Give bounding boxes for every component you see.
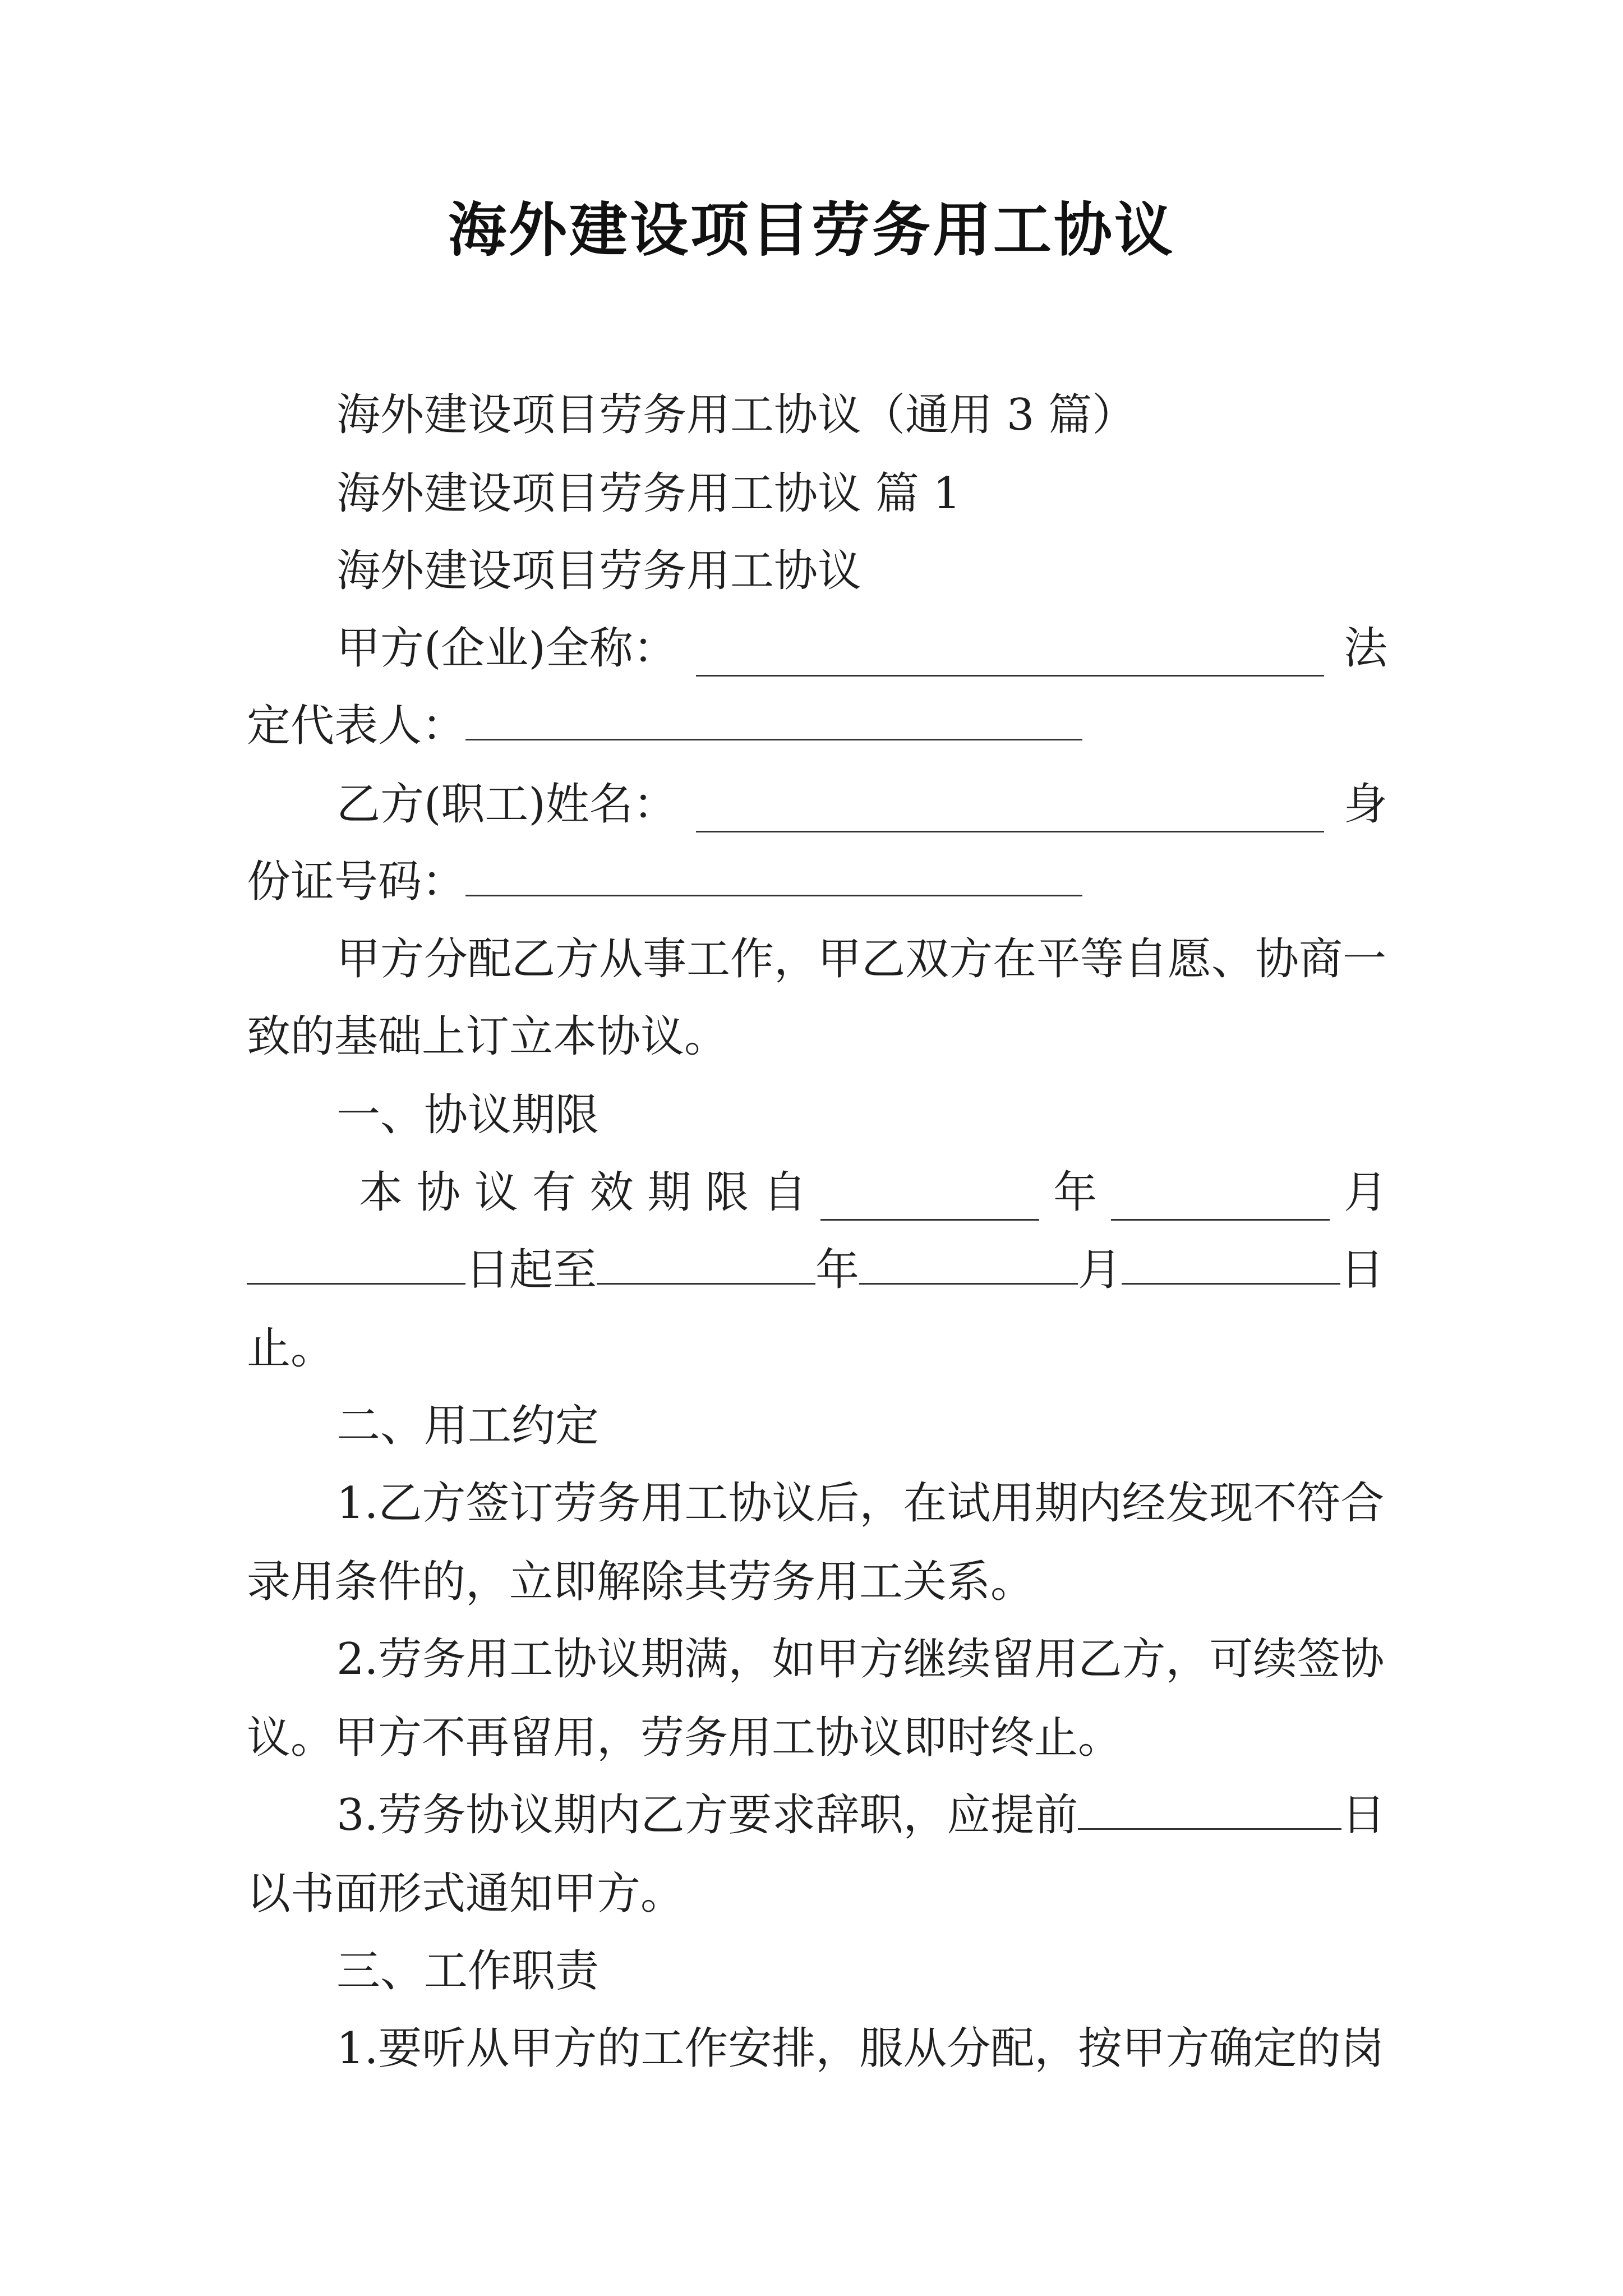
item-2-2-line-1: 2.劳务用工协议期满，如甲方继续留用乙方，可续签协 xyxy=(336,1634,1385,1685)
legal-rep-line xyxy=(247,698,1082,754)
notice-days-blank xyxy=(1078,1788,1341,1830)
period-word: 有 xyxy=(532,1167,576,1218)
section-2-heading: 二、用工约定 xyxy=(336,1401,600,1451)
day-from-label: 日起至 xyxy=(465,1245,597,1295)
section-1-heading: 一、协议期限 xyxy=(336,1090,600,1140)
section-3-heading: 三、工作职责 xyxy=(336,1946,600,1996)
start-year-blank xyxy=(820,1179,1039,1221)
start-day-blank xyxy=(247,1243,465,1285)
article-heading: 海外建设项目劳务用工协议 篇 1 xyxy=(336,468,961,519)
party-a-tail: 法 xyxy=(1343,623,1387,674)
document-title: 海外建设项目劳务用工协议 xyxy=(448,195,1175,264)
party-b-label: 乙方(职工)姓名： xyxy=(336,779,677,830)
period-word: 效 xyxy=(589,1167,634,1218)
item-2-2-line-2: 议。甲方不再留用，劳务用工协议即时终止。 xyxy=(247,1713,1122,1763)
legal-rep-label: 定代表人： xyxy=(247,701,466,751)
party-a-blank xyxy=(696,634,1324,677)
period-word: 自 xyxy=(763,1167,807,1218)
start-month-blank xyxy=(1111,1179,1330,1221)
article-title: 海外建设项目劳务用工协议 xyxy=(336,546,862,596)
item-2-1-line-2: 录用条件的，立即解除其劳务用工关系。 xyxy=(247,1557,1035,1607)
legal-rep-blank xyxy=(465,698,1082,740)
party-b-line xyxy=(336,776,1387,832)
year-label: 年 xyxy=(1053,1167,1098,1218)
intro-line-1: 甲方分配乙方从事工作，甲乙双方在平等自愿、协商一 xyxy=(336,934,1387,984)
period-line-1 xyxy=(359,1165,1387,1221)
year-label: 年 xyxy=(815,1245,860,1295)
period-word: 限 xyxy=(705,1167,749,1218)
item-2-3-line-1 xyxy=(336,1787,1385,1843)
month-label: 月 xyxy=(1343,1167,1387,1218)
party-b-tail: 身 xyxy=(1343,779,1387,830)
end-month-blank xyxy=(859,1243,1078,1285)
party-a-label: 甲方(企业)全称： xyxy=(336,623,677,674)
day-label: 日 xyxy=(1341,1790,1386,1841)
item-2-1-line-1: 1.乙方签订劳务用工协议后，在试用期内经发现不符合 xyxy=(336,1478,1385,1529)
id-blank xyxy=(465,854,1082,896)
period-word: 议 xyxy=(474,1167,518,1218)
period-word: 本 xyxy=(359,1167,403,1218)
day-label: 日 xyxy=(1340,1245,1385,1295)
month-label: 月 xyxy=(1078,1245,1122,1295)
intro-line-2: 致的基础上订立本协议。 xyxy=(247,1011,728,1062)
id-line xyxy=(247,854,1082,910)
item-3-1-line-1: 1.要听从甲方的工作安排，服从分配，按甲方确定的岗 xyxy=(336,2023,1385,2074)
party-b-blank xyxy=(696,790,1324,832)
period-line-2 xyxy=(247,1242,1384,1298)
end-day-blank xyxy=(1122,1243,1340,1285)
item-2-3-text: 3.劳务协议期内乙方要求辞职，应提前 xyxy=(336,1790,1078,1841)
id-label: 份证号码： xyxy=(247,857,466,907)
period-word: 协 xyxy=(416,1167,460,1218)
period-end: 止。 xyxy=(247,1323,335,1374)
item-2-3-line-2: 以书面形式通知甲方。 xyxy=(247,1869,685,1919)
end-year-blank xyxy=(597,1243,815,1285)
party-a-line xyxy=(336,620,1387,677)
subtitle: 海外建设项目劳务用工协议（通用 3 篇） xyxy=(336,390,1136,440)
period-word: 期 xyxy=(647,1167,691,1218)
